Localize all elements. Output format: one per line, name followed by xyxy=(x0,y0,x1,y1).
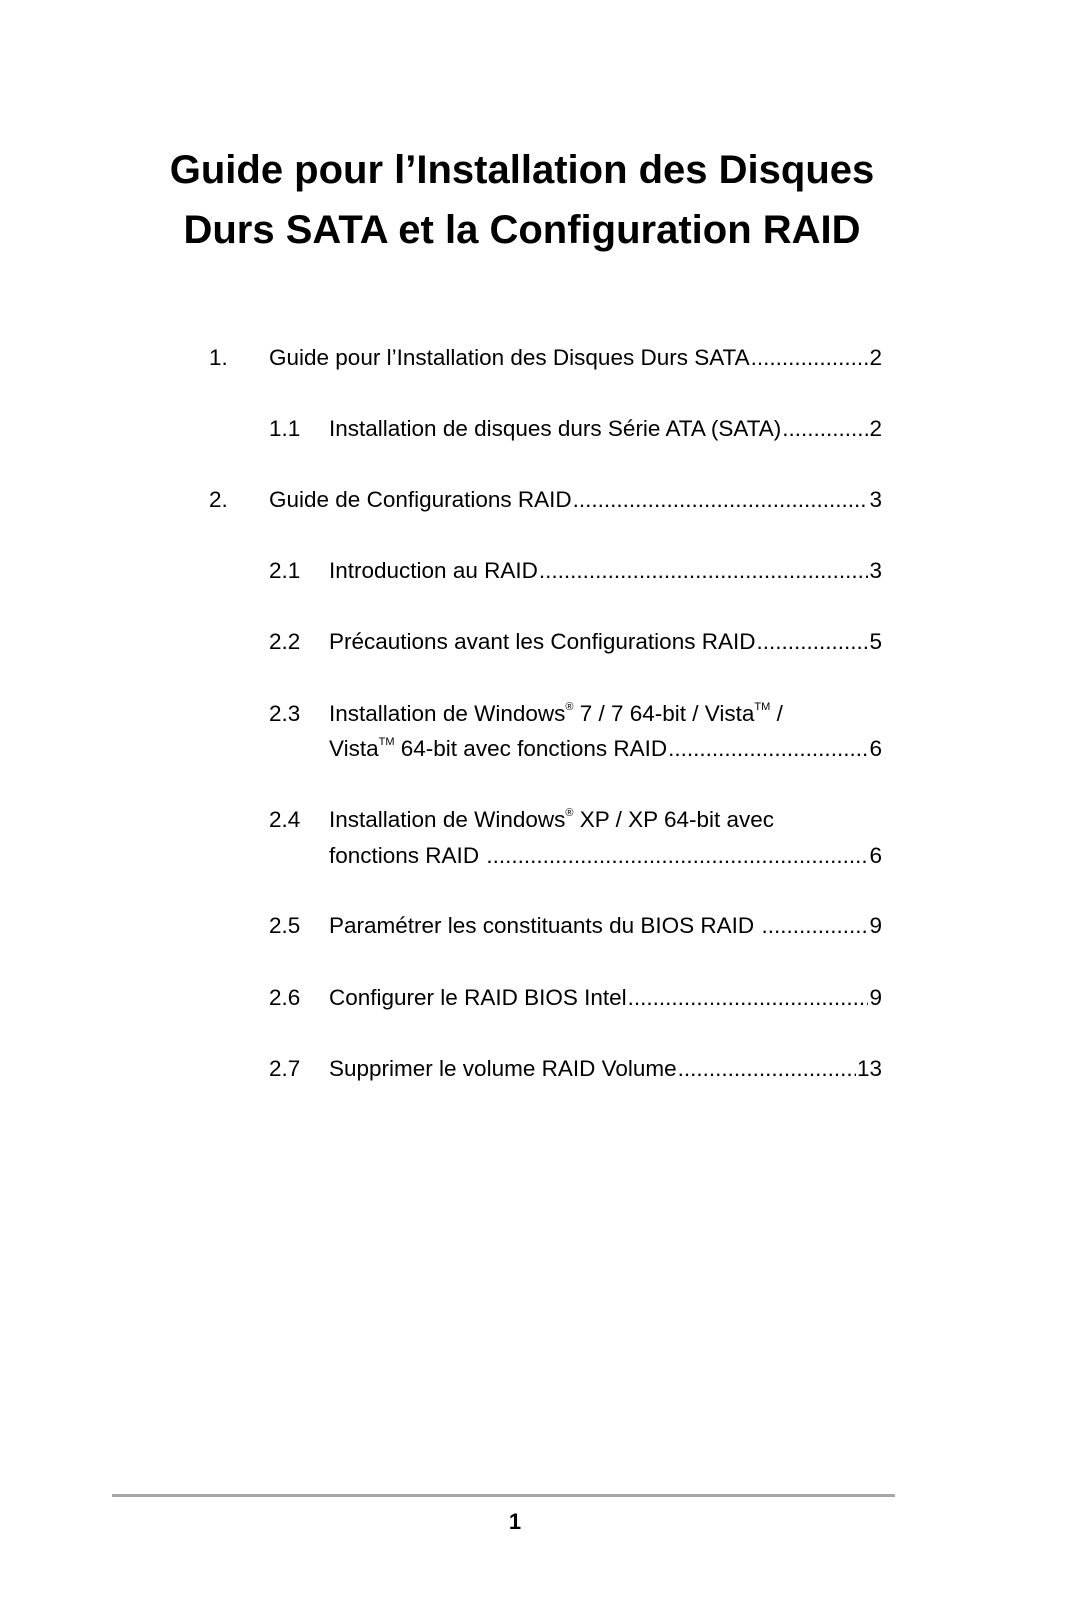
toc-entry-text: Paramétrer les constituants du BIOS RAID xyxy=(329,913,761,938)
toc-entry-text: / xyxy=(770,701,783,726)
toc-number-2-7: 2.7 xyxy=(269,1056,301,1081)
toc-entry-2-7[interactable] xyxy=(329,1051,882,1087)
toc-number-2-5: 2.5 xyxy=(269,913,301,938)
toc-page-number: 6 xyxy=(869,736,882,761)
toc-number-2-2: 2.2 xyxy=(269,629,301,654)
toc-entry-2-4-line-2[interactable] xyxy=(329,838,882,874)
toc-page-number: 9 xyxy=(869,985,882,1010)
toc-entry-1[interactable] xyxy=(269,340,882,376)
toc-leader-dots xyxy=(539,553,869,589)
toc-number-1: 1. xyxy=(209,345,228,370)
toc-entry-text: Vista xyxy=(329,736,379,761)
trademark-mark: TM xyxy=(754,701,771,713)
toc-entry-text xyxy=(329,731,667,767)
document-title xyxy=(0,140,1044,260)
toc-leader-dots xyxy=(668,731,868,767)
registered-mark: ® xyxy=(565,701,574,713)
toc-leader-dots xyxy=(573,482,869,518)
toc-entry-text: Introduction au RAID xyxy=(329,558,538,583)
toc-page-number: 2 xyxy=(869,416,882,441)
toc-entry-text: 7 / 7 64-bit / Vista xyxy=(573,701,755,726)
toc-entry-text: Précautions avant les Configurations RAID xyxy=(329,629,756,654)
toc-leader-dots xyxy=(761,908,868,944)
trademark-mark: TM xyxy=(378,736,395,748)
toc-entry-text: Guide pour l’Installation des Disques Durs SATA xyxy=(269,345,750,370)
toc-number-2-4: 2.4 xyxy=(269,807,301,832)
toc-leader-dots xyxy=(486,838,868,874)
toc-page-number: 2 xyxy=(869,345,882,370)
toc-entry-2-6[interactable] xyxy=(329,980,882,1016)
toc-page-number: 3 xyxy=(869,487,882,512)
toc-page-number: 9 xyxy=(869,913,882,938)
toc-entry-text: Guide de Configurations RAID xyxy=(269,487,572,512)
title-line-1: Guide pour l’Installation des Disques xyxy=(169,148,875,192)
toc-number-2-3: 2.3 xyxy=(269,701,301,726)
toc-entry-text: 64-bit avec fonctions RAID xyxy=(394,736,668,761)
toc-leader-dots xyxy=(756,624,868,660)
toc-page-number: 13 xyxy=(856,1056,882,1081)
title-line-2: Durs SATA et la Configuration RAID xyxy=(183,208,861,252)
toc-leader-dots xyxy=(751,340,869,376)
toc-entry-2[interactable] xyxy=(269,482,882,518)
toc-leader-dots xyxy=(678,1051,856,1087)
toc-entry-2-2[interactable] xyxy=(329,624,882,660)
toc-number-1-1: 1.1 xyxy=(269,416,301,441)
footer-divider xyxy=(112,1494,895,1497)
toc-leader-dots xyxy=(782,411,868,447)
toc-entry-2-3-line-1[interactable] xyxy=(329,696,882,732)
toc-entry-text: Installation de disques durs Série ATA (SATA) xyxy=(329,416,782,441)
toc-page-number: 5 xyxy=(869,629,882,654)
toc-entry-1-1[interactable] xyxy=(329,411,882,447)
toc-entry-text: Configurer le RAID BIOS Intel xyxy=(329,985,627,1010)
toc-number-2-1: 2.1 xyxy=(269,558,301,583)
toc-entry-2-1[interactable] xyxy=(329,553,882,589)
toc-entry-2-5[interactable] xyxy=(329,908,882,944)
toc-number-2: 2. xyxy=(209,487,228,512)
toc-entry-text: Installation de Windows xyxy=(329,807,566,832)
toc-page-number: 3 xyxy=(869,558,882,583)
toc-entry-text: Supprimer le volume RAID Volume xyxy=(329,1056,677,1081)
toc-page-number: 6 xyxy=(869,843,882,868)
toc-entry-text: Installation de Windows xyxy=(329,701,566,726)
toc-leader-dots xyxy=(628,980,869,1016)
toc-entry-text: XP / XP 64-bit avec xyxy=(573,807,775,832)
page-number: 1 xyxy=(508,1509,522,1534)
toc-number-2-6: 2.6 xyxy=(269,985,301,1010)
toc-entry-text: fonctions RAID xyxy=(329,843,486,868)
registered-mark: ® xyxy=(565,807,574,819)
toc-entry-2-3-line-2[interactable] xyxy=(329,731,882,767)
toc-entry-2-4-line-1[interactable] xyxy=(329,802,882,838)
